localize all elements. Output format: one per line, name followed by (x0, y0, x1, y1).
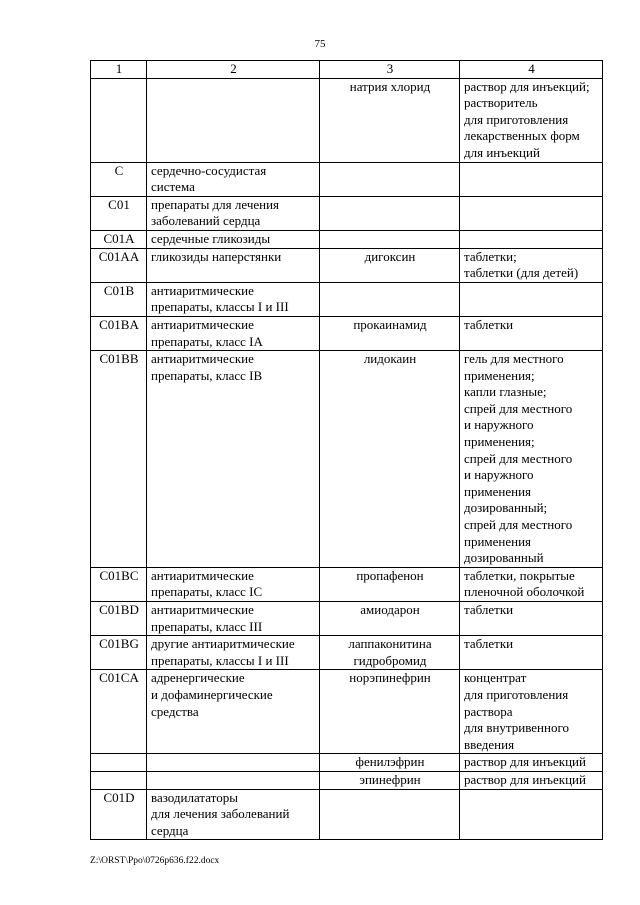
table-row (91, 78, 603, 162)
header-cell: 1 (91, 61, 147, 79)
page-number: 75 (314, 38, 326, 50)
table-row (91, 670, 603, 754)
cell-name (147, 754, 320, 772)
cell-code: C (91, 162, 147, 196)
table-row (91, 162, 603, 196)
table-row (91, 754, 603, 772)
cell-code: C01BC (91, 567, 147, 601)
cell-form (460, 162, 603, 196)
cell-code (91, 78, 147, 162)
cell-code (91, 771, 147, 789)
cell-form: таблетки (460, 602, 603, 636)
cell-code: C01 (91, 196, 147, 230)
cell-name: антиаритмические препараты, класс IB (147, 351, 320, 568)
cell-form: таблетки, покрытые пленочной оболочкой (460, 567, 603, 601)
cell-name (147, 78, 320, 162)
cell-inn: дигоксин (320, 248, 460, 282)
cell-form: раствор для инъекций (460, 771, 603, 789)
cell-inn: норэпинефрин (320, 670, 460, 754)
cell-name: сердечно-сосудистая система (147, 162, 320, 196)
table-row (91, 789, 603, 840)
cell-name: вазодилататоры для лечения заболеваний сердца (147, 789, 320, 840)
cell-name: препараты для лечения заболеваний сердца (147, 196, 320, 230)
cell-inn: пропафенон (320, 567, 460, 601)
cell-form: раствор для инъекций; растворитель для приготовления лекарственных форм для инъекций (460, 78, 603, 162)
cell-name: гликозиды наперстянки (147, 248, 320, 282)
cell-name: другие антиаритмические препараты, классы I и III (147, 636, 320, 670)
cell-form: таблетки (460, 636, 603, 670)
cell-form: раствор для инъекций (460, 754, 603, 772)
header-cell: 3 (320, 61, 460, 79)
cell-form: концентрат для приготовления раствора для внутривенного введения (460, 670, 603, 754)
file-path-footer: Z:\ORST\Ppo\0726p636.f22.docx (90, 856, 220, 866)
cell-form: гель для местного применения; капли глазные; спрей для местного и наружного применения; спрей для местного и наружного применения дозированный; спрей для местного применения дозированный (460, 351, 603, 568)
cell-inn: лидокаин (320, 351, 460, 568)
cell-inn (320, 282, 460, 316)
cell-inn: лаппаконитина гидробромид (320, 636, 460, 670)
cell-inn: прокаинамид (320, 316, 460, 350)
drug-classification-table (90, 60, 603, 840)
cell-form (460, 230, 603, 248)
cell-name: антиаритмические препараты, класс III (147, 602, 320, 636)
cell-name: адренергические и дофаминергические средства (147, 670, 320, 754)
cell-name: сердечные гликозиды (147, 230, 320, 248)
cell-form: таблетки; таблетки (для детей) (460, 248, 603, 282)
cell-inn (320, 230, 460, 248)
cell-code: C01B (91, 282, 147, 316)
cell-code: C01A (91, 230, 147, 248)
cell-form (460, 196, 603, 230)
table-row (91, 196, 603, 230)
cell-name: антиаритмические препараты, класс IA (147, 316, 320, 350)
table-row (91, 771, 603, 789)
cell-name: антиаритмические препараты, классы I и III (147, 282, 320, 316)
cell-code: C01D (91, 789, 147, 840)
cell-code (91, 754, 147, 772)
table-row (91, 351, 603, 568)
table-row (91, 282, 603, 316)
cell-inn (320, 162, 460, 196)
cell-inn: амиодарон (320, 602, 460, 636)
cell-code: C01BA (91, 316, 147, 350)
table-row (91, 636, 603, 670)
cell-inn: фенилэфрин (320, 754, 460, 772)
cell-name: антиаритмические препараты, класс IC (147, 567, 320, 601)
cell-code: C01BG (91, 636, 147, 670)
cell-name (147, 771, 320, 789)
cell-code: C01BD (91, 602, 147, 636)
cell-form: таблетки (460, 316, 603, 350)
cell-inn (320, 196, 460, 230)
cell-code: C01BB (91, 351, 147, 568)
header-cell: 4 (460, 61, 603, 79)
header-cell: 2 (147, 61, 320, 79)
cell-inn (320, 789, 460, 840)
table-row (91, 230, 603, 248)
cell-code: C01AA (91, 248, 147, 282)
table-row (91, 567, 603, 601)
cell-form (460, 789, 603, 840)
cell-form (460, 282, 603, 316)
cell-code: C01CA (91, 670, 147, 754)
table-header-row (91, 61, 603, 79)
table-row (91, 316, 603, 350)
table-row (91, 602, 603, 636)
cell-inn: натрия хлорид (320, 78, 460, 162)
table-row (91, 248, 603, 282)
cell-inn: эпинефрин (320, 771, 460, 789)
